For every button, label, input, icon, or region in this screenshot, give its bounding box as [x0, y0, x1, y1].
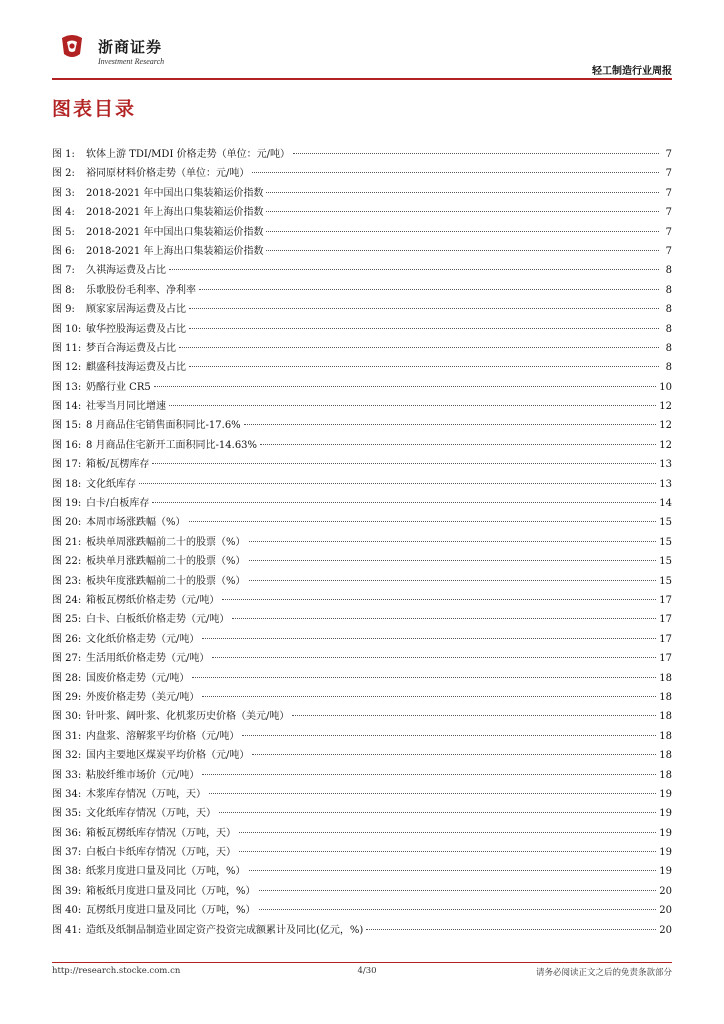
toc-entry-label: 图 25:	[52, 614, 82, 626]
toc-entry-page: 8	[665, 342, 672, 354]
toc-entry-label: 图 32:	[52, 750, 82, 762]
toc-entry-title: 粘胶纤维市场价（元/吨）	[86, 769, 200, 781]
toc-entry-label: 图 22:	[52, 556, 82, 568]
toc-entry-leader	[152, 463, 656, 464]
toc-entry[interactable]	[52, 145, 672, 164]
disclaimer-note: 请务必阅读正文之后的免责条款部分	[535, 968, 672, 978]
toc-entry-page: 12	[659, 401, 672, 413]
toc-entry-leader	[266, 250, 659, 251]
toc-entry-label: 图 17:	[52, 459, 82, 471]
toc-entry-label: 图 28:	[52, 672, 82, 684]
toc-entry-label: 图 35:	[52, 808, 82, 820]
toc-entry-title: 白卡/白板库存	[86, 498, 150, 510]
toc-entry-label: 图 24:	[52, 594, 82, 606]
toc-entry-leader	[292, 715, 656, 716]
toc-entry-page: 13	[659, 478, 672, 490]
toc-entry[interactable]	[52, 669, 672, 688]
toc-entry[interactable]	[52, 707, 672, 726]
toc-entry[interactable]	[52, 378, 672, 397]
toc-entry-title: 奶酪行业 CR5	[86, 381, 151, 393]
toc-entry[interactable]	[52, 339, 672, 358]
toc-entry-page: 7	[665, 187, 672, 199]
toc-entry-title: 白板白卡纸库存情况（万吨，天）	[86, 847, 236, 859]
toc-entry-title: 2018-2021 年中国出口集装箱运价指数	[86, 187, 264, 199]
toc-entry-page: 17	[659, 633, 672, 645]
toc-entry-label: 图 6:	[52, 245, 75, 257]
toc-entry-title: 8 月商品住宅销售面积同比-17.6%	[86, 420, 241, 432]
footer-divider	[52, 962, 672, 963]
toc-entry-page: 7	[665, 245, 672, 257]
toc-entry-page: 15	[659, 536, 672, 548]
toc-entry-leader	[169, 405, 656, 406]
toc-entry-leader	[266, 231, 659, 232]
toc-entry-page: 15	[659, 517, 672, 529]
toc-entry-label: 图 33:	[52, 769, 82, 781]
toc-entry-page: 8	[665, 362, 672, 374]
toc-entry-page: 20	[659, 924, 672, 936]
toc-entry-page: 20	[659, 905, 672, 917]
toc-entry-title: 箱板瓦楞纸库存情况（万吨，天）	[86, 827, 236, 839]
toc-entry-leader	[252, 172, 659, 173]
toc-entry-page: 19	[659, 827, 672, 839]
toc-entry-title: 文化纸库存情况（万吨，天）	[86, 808, 216, 820]
toc-entry[interactable]	[52, 824, 672, 843]
toc-entry-label: 图 20:	[52, 517, 82, 529]
toc-entry[interactable]	[52, 649, 672, 668]
toc-entry-leader	[239, 832, 656, 833]
toc-entry-page: 19	[659, 847, 672, 859]
toc-entry-page: 18	[659, 750, 672, 762]
toc-entry-leader	[189, 521, 657, 522]
toc-entry-label: 图 21:	[52, 536, 82, 548]
toc-entry-title: 2018-2021 年上海出口集装箱运价指数	[86, 207, 264, 219]
toc-entry[interactable]	[52, 572, 672, 591]
toc-entry-label: 图 1:	[52, 149, 75, 160]
toc-entry-label: 图 18:	[52, 478, 82, 490]
toc-entry-label: 图 23:	[52, 575, 82, 587]
toc-entry-title: 本周市场涨跌幅（%）	[86, 517, 186, 529]
toc-entry[interactable]	[52, 746, 672, 765]
toc-entry-title: 2018-2021 年中国出口集装箱运价指数	[86, 226, 264, 238]
toc-entry-page: 8	[665, 284, 672, 296]
toc-entry[interactable]	[52, 591, 672, 610]
toc-entry-leader	[202, 638, 656, 639]
toc-entry-title: 文化纸库存	[86, 478, 136, 490]
toc-entry[interactable]	[52, 281, 672, 300]
toc-entry-label: 图 12:	[52, 362, 82, 374]
toc-entry-leader	[249, 541, 657, 542]
toc-entry-label: 图 29:	[52, 691, 82, 703]
toc-entry[interactable]	[52, 184, 672, 203]
toc-entry-leader	[260, 444, 656, 445]
toc-entry-label: 图 11:	[52, 342, 82, 354]
toc-entry-label: 图 5:	[52, 226, 75, 238]
footer-url[interactable]: http://research.stocke.com.cn	[52, 966, 181, 976]
toc-entry-label: 图 30:	[52, 711, 82, 723]
toc-entry-leader	[259, 890, 657, 891]
toc-entry-leader	[189, 308, 659, 309]
toc-entry-page: 18	[659, 769, 672, 781]
toc-entry-page: 19	[659, 808, 672, 820]
toc-entry-leader	[139, 483, 656, 484]
toc-entry-page: 13	[659, 459, 672, 471]
toc-entry-title: 箱板/瓦楞库存	[86, 459, 150, 471]
toc-entry-leader	[152, 502, 656, 503]
toc-entry-label: 图 10:	[52, 323, 82, 335]
toc-entry-label: 图 9:	[52, 304, 75, 316]
toc-entry-label: 图 4:	[52, 207, 75, 219]
toc-entry-leader	[249, 580, 657, 581]
toc-entry-label: 图 19:	[52, 498, 82, 510]
toc-entry-label: 图 26:	[52, 633, 82, 645]
toc-entry-page: 20	[659, 885, 672, 897]
toc-entry-leader	[209, 793, 656, 794]
toc-entry[interactable]	[52, 513, 672, 532]
toc-entry[interactable]	[52, 455, 672, 474]
toc-entry-label: 图 41:	[52, 924, 82, 936]
toc-entry-label: 图 14:	[52, 401, 82, 413]
toc-entry-label: 图 2:	[52, 168, 75, 180]
toc-entry[interactable]	[52, 804, 672, 823]
toc-entry-title: 顾家家居海运费及占比	[86, 304, 186, 316]
toc-entry[interactable]	[52, 630, 672, 649]
toc-entry-leader	[219, 812, 656, 813]
toc-entry-page: 12	[659, 439, 672, 451]
toc-entry-page: 17	[659, 614, 672, 626]
toc-entry-title: 板块单周涨跌幅前二十的股票（%）	[86, 536, 246, 548]
toc-entry-page: 8	[665, 323, 672, 335]
toc-entry-label: 图 8:	[52, 284, 75, 296]
toc-entry-leader	[199, 289, 659, 290]
toc-entry-title: 久祺海运费及占比	[86, 265, 166, 277]
toc-entry-leader	[222, 599, 656, 600]
toc-entry-leader	[249, 870, 657, 871]
toc-entry-page: 18	[659, 691, 672, 703]
toc-entry-leader	[249, 560, 657, 561]
toc-entry[interactable]	[52, 320, 672, 339]
toc-entry[interactable]	[52, 843, 672, 862]
toc-entry-leader	[366, 929, 656, 930]
toc-entry-leader	[242, 735, 656, 736]
toc-entry[interactable]	[52, 533, 672, 552]
toc-entry-leader	[202, 696, 656, 697]
toc-entry-page: 10	[659, 381, 672, 393]
toc-entry-page: 8	[665, 265, 672, 277]
toc-entry-leader	[202, 774, 656, 775]
toc-entry-title: 国废价格走势（元/吨）	[86, 672, 190, 684]
toc-entry-title: 国内主要地区煤炭平均价格（元/吨）	[86, 750, 250, 762]
toc-entry[interactable]	[52, 494, 672, 513]
toc-entry[interactable]	[52, 164, 672, 183]
toc-entry[interactable]	[52, 785, 672, 804]
toc-entry-title: 敏华控股海运费及占比	[86, 323, 186, 335]
toc-entry-title: 社零当月同比增速	[86, 401, 166, 413]
toc-entry[interactable]	[52, 610, 672, 629]
toc-entry[interactable]	[52, 203, 672, 222]
toc-entry-title: 箱板瓦楞纸价格走势（元/吨）	[86, 594, 220, 606]
toc-entry-title: 生活用纸价格走势（元/吨）	[86, 653, 210, 665]
toc-entry-label: 图 38:	[52, 866, 82, 878]
toc-entry-title: 外废价格走势（美元/吨）	[86, 691, 200, 703]
toc-entry-page: 7	[665, 168, 672, 180]
toc-entry[interactable]	[52, 300, 672, 319]
toc-entry-title: 造纸及纸制品制造业固定资产投资完成额累计及同比(亿元，%)	[86, 924, 364, 936]
toc-entry[interactable]	[52, 261, 672, 280]
toc-entry-label: 图 40:	[52, 905, 82, 917]
toc-entry-page: 17	[659, 653, 672, 665]
toc-entry-leader	[259, 909, 657, 910]
toc-entry-leader	[293, 153, 659, 154]
toc-entry-title: 板块年度涨跌幅前二十的股票（%）	[86, 575, 246, 587]
toc-entry-leader	[252, 754, 656, 755]
toc-entry-leader	[244, 424, 657, 425]
toc-entry[interactable]	[52, 862, 672, 881]
toc-entry-leader	[192, 677, 656, 678]
toc-entry-label: 图 37:	[52, 847, 82, 859]
toc-entry-label: 图 34:	[52, 788, 82, 800]
toc-entry-page: 12	[659, 420, 672, 432]
toc-entry-leader	[169, 269, 659, 270]
toc-entry-page: 8	[665, 304, 672, 316]
report-type: 轻工制造行业周报	[592, 66, 672, 77]
toc-entry-page: 7	[665, 207, 672, 219]
toc-entry-page: 15	[659, 556, 672, 568]
toc-entry-title: 8 月商品住宅新开工面积同比-14.63%	[86, 439, 258, 451]
toc-entry-title: 针叶浆、阔叶浆、化机浆历史价格（美元/吨）	[86, 711, 290, 723]
figure-list	[52, 145, 672, 940]
toc-entry-page: 18	[659, 711, 672, 723]
brand-name-en: Investment Research	[98, 57, 165, 66]
toc-entry-page: 7	[665, 226, 672, 238]
toc-entry-leader	[189, 328, 659, 329]
toc-entry[interactable]	[52, 688, 672, 707]
toc-entry-label: 图 7:	[52, 265, 75, 277]
toc-entry-label: 图 36:	[52, 827, 82, 839]
page-footer	[52, 966, 672, 982]
toc-entry[interactable]	[52, 436, 672, 455]
toc-entry[interactable]	[52, 882, 672, 901]
toc-entry-page: 14	[659, 498, 672, 510]
page-title: 图表目录	[52, 98, 137, 120]
toc-entry[interactable]	[52, 242, 672, 261]
toc-entry[interactable]	[52, 416, 672, 435]
toc-entry-page: 19	[659, 788, 672, 800]
toc-entry-page: 15	[659, 575, 672, 587]
toc-entry-title: 箱板纸月度进口量及同比（万吨，%）	[86, 885, 256, 897]
toc-entry-title: 白卡、白板纸价格走势（元/吨）	[86, 614, 230, 626]
toc-entry-title: 纸浆月度进口量及同比（万吨，%）	[86, 866, 246, 878]
toc-entry-label: 图 15:	[52, 420, 82, 432]
toc-entry-leader	[266, 211, 659, 212]
toc-entry-title: 乐歌股份毛利率、净利率	[86, 284, 196, 296]
toc-entry-title: 梦百合海运费及占比	[86, 342, 176, 354]
toc-entry-label: 图 27:	[52, 653, 82, 665]
toc-entry-title: 文化纸价格走势（元/吨）	[86, 633, 200, 645]
toc-entry[interactable]	[52, 766, 672, 785]
toc-entry-label: 图 31:	[52, 730, 82, 742]
toc-entry-leader	[232, 618, 656, 619]
toc-entry-leader	[266, 192, 659, 193]
toc-entry[interactable]	[52, 223, 672, 242]
toc-entry-leader	[154, 386, 657, 387]
toc-entry-title: 木浆库存情况（万吨，天）	[86, 788, 206, 800]
toc-entry-title: 麒盛科技海运费及占比	[86, 362, 186, 374]
toc-entry-title: 瓦楞纸月度进口量及同比（万吨，%）	[86, 905, 256, 917]
toc-entry-page: 7	[665, 149, 672, 160]
toc-entry-title: 2018-2021 年上海出口集装箱运价指数	[86, 245, 264, 257]
brand-logo-icon	[58, 32, 86, 60]
toc-entry[interactable]	[52, 921, 672, 940]
brand-name-cn: 浙商证券	[98, 38, 163, 56]
toc-entry[interactable]	[52, 397, 672, 416]
page-header	[52, 30, 672, 77]
toc-entry-title: 软体上游 TDI/MDI 价格走势（单位：元/吨）	[86, 149, 290, 160]
toc-entry[interactable]	[52, 901, 672, 920]
toc-entry-label: 图 16:	[52, 439, 82, 451]
header-divider	[52, 78, 672, 80]
toc-entry-title: 板块单月涨跌幅前二十的股票（%）	[86, 556, 246, 568]
toc-entry[interactable]	[52, 727, 672, 746]
toc-entry-leader	[189, 366, 659, 367]
toc-entry[interactable]	[52, 552, 672, 571]
toc-entry-leader	[239, 851, 656, 852]
toc-entry-leader	[179, 347, 659, 348]
toc-entry-title: 裕同原材料价格走势（单位：元/吨）	[86, 168, 250, 180]
toc-entry-page: 18	[659, 672, 672, 684]
toc-entry-label: 图 3:	[52, 187, 75, 199]
toc-entry-page: 18	[659, 730, 672, 742]
page-number: 4/30	[357, 966, 377, 976]
toc-entry-label: 图 13:	[52, 381, 82, 393]
toc-entry-leader	[212, 657, 656, 658]
toc-entry-page: 19	[659, 866, 672, 878]
toc-entry-label: 图 39:	[52, 885, 82, 897]
toc-entry-title: 内盘浆、溶解浆平均价格（元/吨）	[86, 730, 240, 742]
toc-entry[interactable]	[52, 358, 672, 377]
toc-entry-page: 17	[659, 594, 672, 606]
toc-entry[interactable]	[52, 475, 672, 494]
